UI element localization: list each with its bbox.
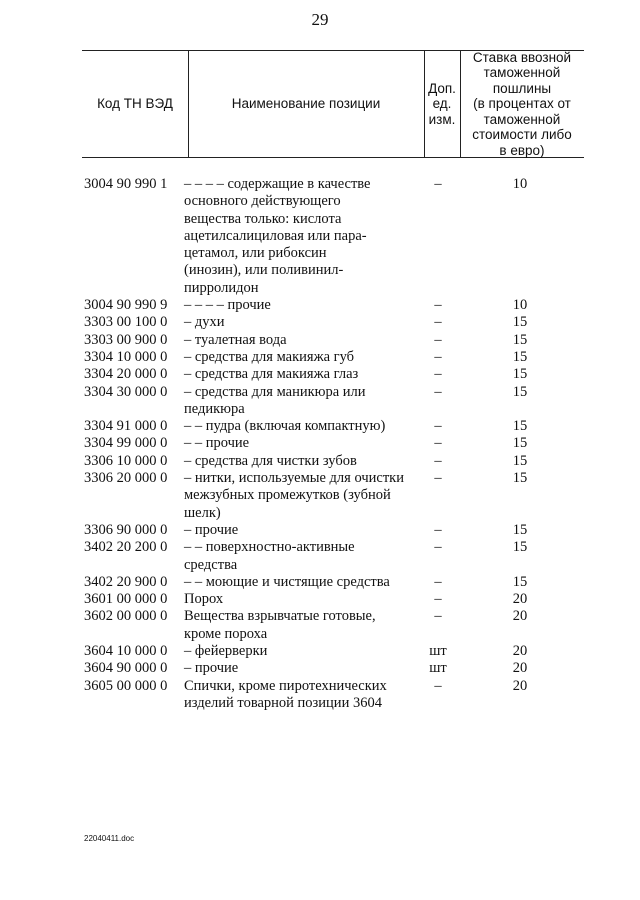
unit-cell: – bbox=[434, 176, 442, 192]
name-cell: – прочие bbox=[184, 660, 239, 677]
rate-cell: 20 bbox=[512, 677, 528, 694]
unit-cell: – bbox=[434, 677, 442, 694]
page-number: 29 bbox=[311, 10, 329, 29]
unit-cell: шт bbox=[429, 643, 447, 660]
table-row bbox=[84, 297, 584, 314]
rate-cell: 15 bbox=[512, 435, 528, 452]
code-cell: 3304 20 000 0 bbox=[84, 366, 168, 383]
name-cell: – – поверхностно-активные средства bbox=[184, 539, 355, 573]
name-cell: – нитки, используемые для очистки межзубных промежутков (зубной шелк) bbox=[184, 470, 404, 521]
unit-cell: – bbox=[434, 435, 442, 452]
name-cell: – прочие bbox=[184, 521, 239, 538]
rate-cell: 20 bbox=[512, 660, 528, 677]
rate-cell: 15 bbox=[512, 366, 528, 383]
name-cell: – средства для макияжа губ bbox=[184, 348, 355, 365]
table-row bbox=[84, 453, 584, 470]
code-cell: 3601 00 000 0 bbox=[84, 591, 168, 608]
code-cell: 3303 00 100 0 bbox=[84, 314, 168, 331]
rate-cell: 15 bbox=[512, 452, 528, 469]
name-cell: – – прочие bbox=[184, 435, 250, 452]
unit-cell: – bbox=[434, 331, 442, 348]
code-cell: 3306 90 000 0 bbox=[84, 521, 168, 538]
table-header bbox=[82, 50, 584, 158]
rate-cell: 15 bbox=[512, 331, 528, 348]
code-cell: 3605 00 000 0 bbox=[84, 677, 168, 694]
header-name: Наименование позиции bbox=[231, 96, 381, 112]
name-cell: Спички, кроме пиротехнических изделий товарной позиции 3604 bbox=[184, 677, 387, 711]
unit-cell: – bbox=[434, 608, 442, 625]
table-row bbox=[84, 574, 584, 591]
code-cell: 3004 90 990 1 bbox=[84, 176, 168, 192]
table-row bbox=[84, 349, 584, 366]
unit-cell: – bbox=[434, 297, 442, 314]
table-row bbox=[84, 678, 584, 713]
rate-cell: 10 bbox=[512, 176, 528, 192]
header-code: Код ТН ВЭД bbox=[97, 96, 173, 112]
rate-cell: 15 bbox=[512, 573, 528, 590]
unit-cell: – bbox=[434, 452, 442, 469]
table-row bbox=[84, 366, 584, 383]
table-row bbox=[84, 660, 584, 677]
code-cell: 3602 00 000 0 bbox=[84, 608, 168, 625]
unit-cell: – bbox=[434, 348, 442, 365]
rate-cell: 15 bbox=[512, 539, 528, 556]
code-cell: 3004 90 990 9 bbox=[84, 297, 168, 314]
footer-filename: 22040411.doc bbox=[84, 834, 135, 843]
code-cell: 3604 10 000 0 bbox=[84, 643, 168, 660]
unit-cell: – bbox=[434, 418, 442, 435]
rate-cell: 15 bbox=[512, 348, 528, 365]
table-row bbox=[84, 522, 584, 539]
table-row bbox=[84, 539, 584, 574]
name-cell: – туалетная вода bbox=[184, 331, 287, 348]
name-cell: – – моющие и чистящие средства bbox=[184, 573, 390, 590]
name-cell: – духи bbox=[184, 314, 225, 331]
code-cell: 3306 20 000 0 bbox=[84, 470, 168, 487]
name-cell: – – – – прочие bbox=[184, 297, 271, 314]
name-cell: – фейерверки bbox=[184, 643, 268, 660]
unit-cell: – bbox=[434, 470, 442, 487]
table-row bbox=[84, 435, 584, 452]
unit-cell: – bbox=[434, 521, 442, 538]
header-rate: Ставка ввозной таможенной пошлины (в процентах от таможенной стоимости либо в евро) bbox=[472, 49, 572, 158]
code-cell: 3402 20 200 0 bbox=[84, 539, 168, 556]
table-row bbox=[84, 176, 584, 297]
table-row bbox=[84, 384, 584, 419]
name-cell: Вещества взрывчатые готовые, кроме пороха bbox=[184, 608, 376, 642]
unit-cell: шт bbox=[429, 660, 447, 677]
code-cell: 3304 99 000 0 bbox=[84, 435, 168, 452]
unit-cell: – bbox=[434, 366, 442, 383]
table-row bbox=[84, 608, 584, 643]
header-unit: Доп. ед. изм. bbox=[428, 80, 456, 127]
code-cell: 3304 30 000 0 bbox=[84, 383, 168, 400]
name-cell: – средства для макияжа глаз bbox=[184, 366, 359, 383]
table-row bbox=[84, 314, 584, 331]
unit-cell: – bbox=[434, 573, 442, 590]
rate-cell: 20 bbox=[512, 591, 528, 608]
table-row bbox=[84, 643, 584, 660]
code-cell: 3306 10 000 0 bbox=[84, 452, 168, 469]
rate-cell: 20 bbox=[512, 643, 528, 660]
rate-cell: 15 bbox=[512, 521, 528, 538]
rate-cell: 15 bbox=[512, 470, 528, 487]
table-row bbox=[84, 591, 584, 608]
rate-cell: 15 bbox=[512, 314, 528, 331]
unit-cell: – bbox=[434, 591, 442, 608]
rate-cell: 10 bbox=[512, 297, 528, 314]
unit-cell: – bbox=[434, 314, 442, 331]
rate-cell: 15 bbox=[512, 383, 528, 400]
unit-cell: – bbox=[434, 539, 442, 556]
code-cell: 3604 90 000 0 bbox=[84, 660, 168, 677]
tariff-table-body bbox=[84, 176, 584, 712]
table-row bbox=[84, 418, 584, 435]
unit-cell: – bbox=[434, 383, 442, 400]
name-cell: Порох bbox=[184, 591, 224, 608]
code-cell: 3303 00 900 0 bbox=[84, 331, 168, 348]
table-row bbox=[84, 332, 584, 349]
name-cell: – – – – содержащие в качестве основного действующего вещества только: кислота ацетилсалициловая или пара- цетамол, или рибоксин (инозин), или поливинил- пирролидон bbox=[184, 176, 371, 296]
code-cell: 3304 91 000 0 bbox=[84, 418, 168, 435]
rate-cell: 20 bbox=[512, 608, 528, 625]
name-cell: – средства для чистки зубов bbox=[184, 452, 357, 469]
table-row bbox=[84, 470, 584, 522]
code-cell: 3304 10 000 0 bbox=[84, 348, 168, 365]
name-cell: – – пудра (включая компактную) bbox=[184, 418, 386, 435]
name-cell: – средства для маникюра или педикюра bbox=[184, 383, 366, 417]
code-cell: 3402 20 900 0 bbox=[84, 573, 168, 590]
rate-cell: 15 bbox=[512, 418, 528, 435]
